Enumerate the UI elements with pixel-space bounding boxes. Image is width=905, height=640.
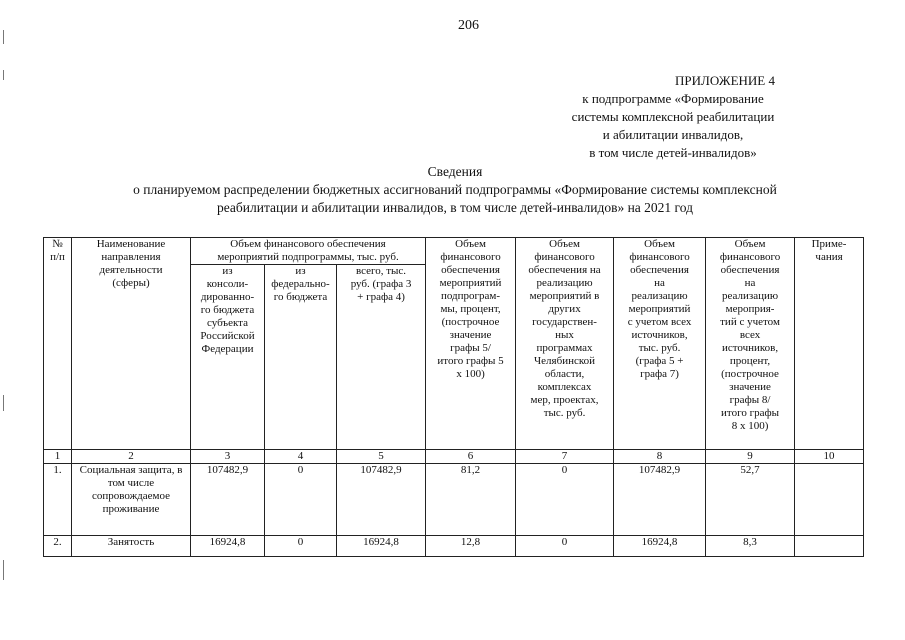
heading-title: Сведения xyxy=(427,164,483,179)
row-value-col9: 52,7 xyxy=(706,464,795,536)
row-value-col3: 16924,8 xyxy=(191,536,265,557)
row-number: 1. xyxy=(44,464,72,536)
column-number: 2 xyxy=(72,450,191,464)
row-value-col3: 107482,9 xyxy=(191,464,265,536)
column-number: 3 xyxy=(191,450,265,464)
page-edge-mark xyxy=(3,0,4,640)
row-value-col4: 0 xyxy=(265,536,337,557)
heading-subtitle-line: реабилитации и абилитации инвалидов, в том числе детей-инвалидов» на 2021 год xyxy=(217,200,693,215)
column-number: 10 xyxy=(795,450,864,464)
appendix-line: в том числе детей-инвалидов» xyxy=(589,145,757,160)
row-value-col10 xyxy=(795,536,864,557)
header-col-5: всего, тыс. руб. (графа 3 + графа 4) xyxy=(337,265,426,450)
row-value-col8: 16924,8 xyxy=(614,536,706,557)
header-col-8: Объем финансового обеспечения на реализацию мероприятий с учетом всех источников, тыс. руб. (графа 5 + графа 7) xyxy=(614,238,706,450)
row-value-col7: 0 xyxy=(516,464,614,536)
table-row xyxy=(44,464,864,536)
document-heading xyxy=(40,163,870,217)
row-value-col5: 16924,8 xyxy=(337,536,426,557)
appendix-title: ПРИЛОЖЕНИЕ 4 xyxy=(675,73,775,88)
row-value-col7: 0 xyxy=(516,536,614,557)
row-value-col5: 107482,9 xyxy=(337,464,426,536)
column-number: 1 xyxy=(44,450,72,464)
row-value-col9: 8,3 xyxy=(706,536,795,557)
row-name: Занятость xyxy=(72,536,191,557)
row-value-col10 xyxy=(795,464,864,536)
header-col-3: из консоли- дированно- го бюджета субъекта Российской Федерации xyxy=(191,265,265,450)
heading-subtitle-line: о планируемом распределении бюджетных ассигнований подпрограммы «Формирование системы комплексной xyxy=(133,182,777,197)
row-value-col8: 107482,9 xyxy=(614,464,706,536)
row-name: Социальная защита, в том числе сопровождаемое проживание xyxy=(72,464,191,536)
row-value-col6: 81,2 xyxy=(426,464,516,536)
row-value-col6: 12,8 xyxy=(426,536,516,557)
header-col-7: Объем финансового обеспечения на реализацию мероприятий в других государствен- ных программах Челябинской области, комплексах мер, проектах, тыс. руб. xyxy=(516,238,614,450)
column-number: 6 xyxy=(426,450,516,464)
row-value-col4: 0 xyxy=(265,464,337,536)
page-number: 206 xyxy=(458,18,479,33)
table-row xyxy=(44,536,864,557)
header-col-6: Объем финансового обеспечения мероприятий подпрограм- мы, процент, (построчное значение графы 5/ итого графы 5 х 100) xyxy=(426,238,516,450)
row-number: 2. xyxy=(44,536,72,557)
header-col-2: Наименование направления деятельности (сферы) xyxy=(72,238,191,450)
header-group-funding: Объем финансового обеспечения мероприятий подпрограммы, тыс. руб. xyxy=(191,238,426,265)
header-col-10: Приме- чания xyxy=(795,238,864,450)
column-number: 9 xyxy=(706,450,795,464)
appendix-line: к подпрограмме «Формирование xyxy=(582,91,764,106)
appendix-block xyxy=(513,72,833,162)
column-number: 8 xyxy=(614,450,706,464)
budget-table xyxy=(43,237,864,557)
column-number: 4 xyxy=(265,450,337,464)
header-col-4: из федерально- го бюджета xyxy=(265,265,337,450)
column-number: 5 xyxy=(337,450,426,464)
column-number: 7 xyxy=(516,450,614,464)
header-col-9: Объем финансового обеспечения на реализацию мероприя- тий с учетом всех источников, процент, (построчное значение графы 8/ итого графы 8 х 100) xyxy=(706,238,795,450)
header-col-1: № п/п xyxy=(44,238,72,450)
appendix-line: и абилитации инвалидов, xyxy=(602,127,744,142)
appendix-line: системы комплексной реабилитации xyxy=(571,109,775,124)
